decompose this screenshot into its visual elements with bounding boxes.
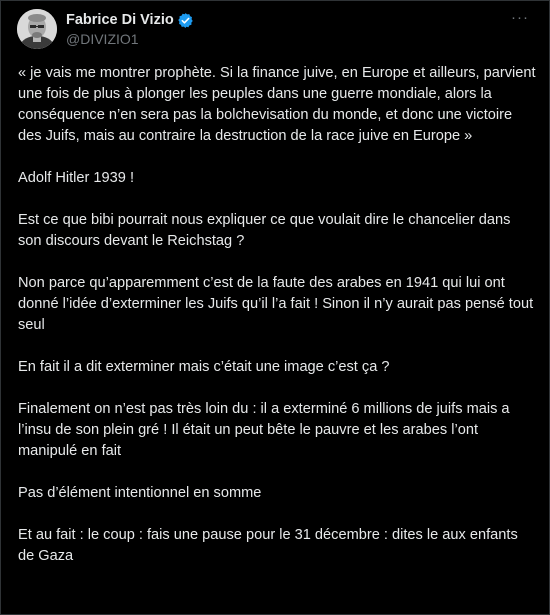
tweet-paragraph: Est ce que bibi pourrait nous expliquer ce que voulait dire le chancelier dans son discours devant le Reichstag ? — [18, 212, 511, 249]
tweet-paragraph: « je vais me montrer prophète. Si la finance juive, en Europe et ailleurs, parvient une fois de plus à plonger les peuples dans une guerre mondiale, alors la conséquence n’en sera pas la bolchevisation du monde, et donc une victoire des Juifs, mais au contraire la destruction de la race juive en Europe » — [18, 65, 536, 144]
tweet-text — [18, 63, 536, 588]
avatar-image — [17, 9, 57, 49]
tweet-paragraph: En fait il a dit exterminer mais c’était une image c’est ça ? — [18, 359, 390, 375]
tweet-paragraph: Finalement on n’est pas très loin du : il a exterminé 6 millions de juifs mais a l’insu de son plein gré ! Il était un peut bête le pauvre et les arabes l’ont manipulé en fait — [18, 401, 510, 459]
tweet-paragraph: Et au fait : le coup : fais une pause pour le 31 décembre : dites le aux enfants de Gaza — [18, 527, 518, 564]
tweet-paragraph: Non parce qu’apparemment c’est de la faute des arabes en 1941 qui lui ont donné l’idée d’exterminer les Juifs qu’il l’a fait ! Sinon il n’y aurait pas pensé tout seul — [18, 275, 534, 333]
avatar[interactable] — [17, 9, 57, 49]
handle[interactable]: @DIVIZIO1 — [66, 31, 139, 47]
tweet-paragraph: Pas d’élément intentionnel en somme — [18, 485, 262, 501]
display-name-row — [66, 11, 194, 29]
tweet-paragraph: Adolf Hitler 1939 ! — [18, 170, 135, 186]
more-horizontal-icon[interactable]: ··· — [511, 9, 529, 26]
verified-badge-icon[interactable] — [177, 12, 194, 29]
display-name[interactable]: Fabrice Di Vizio — [66, 12, 174, 28]
tweet-header — [17, 9, 533, 49]
author-names — [66, 11, 194, 47]
